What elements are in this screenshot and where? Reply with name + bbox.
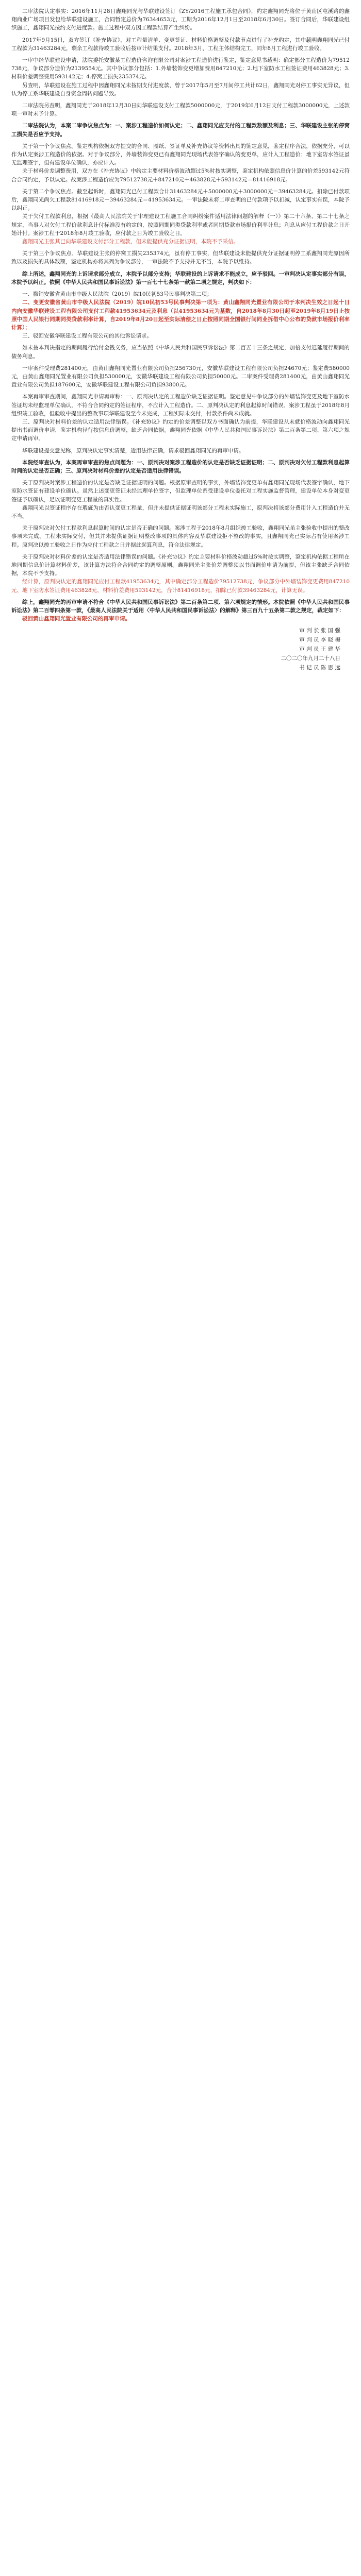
paragraph: 2017年9月15日，双方签订《补充协议》，对工程量清单、变更签证、材料价格调整及付款节点进行了补充约定，其中载明鑫翔同光已付工程款为31463284元，剩余工程款待竣工验收后按审计结果支付。2018年3月，工程主体结构完工，同年8月工程进行竣工验收。 [11,37,350,52]
paragraph: 三、驳回安徽华联建设工程有限公司的其他诉讼请求。 [22,333,152,340]
paragraph: 一审案件受理费281400元，由黄山鑫翔同光置业有限公司负担256730元，安徽华联建设工程有限公司负担24670元；鉴定费580000元，由黄山鑫翔同光置业有限公司负担530000元，安徽华联建设工程有限公司负担50000元。二审案件受理费281400元，由黄山鑫翔同光置业有限公司负担187600元，安徽华联建设工程有限公司负担93800元。 [11,365,350,388]
paragraph: 综上所述，鑫翔同光的上诉请求部分成立，本院予以部分支持；华联建设的上诉请求不能成立，应予驳回。一审判决认定事实部分有误，本院予以纠正。依照《中华人民共和国民事诉讼法》第一百七十七条第一款第二项之规定，判决如下： [11,270,350,285]
paragraph: 关于原判决对材料价差的认定是否适用法律错误的问题。《补充协议》约定主要材料价格波动超过5%时按实调整，鉴定机构依据工程所在地同期信息价计算材料价差，该计算方法符合合同约定的调整原则。鑫翔同光主张价差调整须以书面调价申请为前提，但该主张缺乏合同依据，本院不予支持。 [11,553,350,577]
signature-block [11,626,350,672]
paragraph: 如未按本判决指定的期间履行给付金钱义务，应当依照《中华人民共和国民事诉讼法》第二百五十三条之规定，加倍支付迟延履行期间的债务利息。 [11,345,350,360]
paragraph: 关于原判决对欠付工程款利息起算时间的认定是否正确的问题。案涉工程于2018年8月组织竣工验收，鑫翔同光虽主张验收中提出的整改事项未完成、工程未实际交付，但其并未提供证据证明整改事项的具体内容及华联建设拒不整改的事实，且鑫翔同光已实际占有使用案涉工程。原判决以竣工验收之日作为应付工程款之日并据此起算利息，符合法律规定。 [11,525,350,548]
paragraph: 关于欠付工程款利息，根据《最高人民法院关于审理建设工程施工合同纠纷案件适用法律问题的解释（一）》第二十六条、第二十七条之规定，当事人对欠付工程价款利息计付标准没有约定的，按照同期同类贷款利率或者同期贷款市场报价利率计息；利息从应付工程价款之日开始计付。案涉工程于2018年8月竣工验收，应付款之日为竣工验收之日。 [11,213,350,236]
paragraph: 二、变更安徽省黄山市中级人民法院（2019）皖10民初53号民事判决第一项为：黄山鑫翔同光置业有限公司于本判决生效之日起十日内向安徽华联建设工程有限公司支付工程款41953634元及利息（以41953634元为基数，自2018年8月30日起至2019年8月19日止按照中国人民银行同期同类贷款利率计算，自2019年8月20日起至实际清偿之日止按照同期全国银行间同业拆借中心公布的贷款市场报价利率计算）； [11,299,350,331]
paragraph: 本案再审审查期间，鑫翔同光申请再审称：一、原判决认定的工程造价缺乏证据证明。鉴定意见中争议部分的外墙装饰变更及地下室防水签证均未经监理单位确认，不符合合同约定的签证程序，不应计入工程造价。二、原判决认定的利息起算时间错误。案涉工程虽于2018年8月组织竣工验收，但验收中提出的整改事项华联建设至今未完成，工程实际未交付，付款条件尚未成就。 [11,394,350,417]
paragraph: 二审法院认定事实：2016年11月28日鑫翔同光与华联建设签订《ZY/2016工程施工承包合同》，约定鑫翔同光将位于黄山区屯溪路的鑫翔商业广场项目发包给华联建设施工，合同暂定总价为76344653元，工期为2016年12月1日至2018年6月30日。签订合同后，华联建设组织施工，鑫翔同光按约支付进度款。施工过程中双方因工程款结算产生纠纷。 [11,8,350,31]
paragraph: 本院经审查认为，本案再审审查的焦点问题为：一、原判决对案涉工程造价的认定是否缺乏证据证明；二、原判决对欠付工程款利息起算时间的认定是否正确；三、原判决对材料价差的认定是否适用法律错误。 [11,459,350,474]
paragraph: 关于材料价差调整费用，双方在《补充协议》中约定主要材料价格波动超过5%时按实调整，鉴定机构依照信息价计算的价差593142元符合合同约定，予以认定。故案涉工程造价应为79512738元＋847210元＋463828元＋593142元＝81416918元。 [11,168,350,183]
paragraph: 综上，鑫翔同光的再审申请不符合《中华人民共和国民事诉讼法》第二百条第二项、第六项规定的情形。本院依照《中华人民共和国民事诉讼法》第二百零四条第一款，《最高人民法院关于适用〈中华人民共和国民事诉讼法〉的解释》第三百九十五条第二款之规定，裁定如下： [11,599,350,614]
judgment-body [11,7,350,623]
paragraph: 关于第三个争议焦点。华联建设主张的停窝工损失235374元，虽有停工事实，但华联建设未能提供充分证据证明停工系鑫翔同光原因所致以及损失的具体数额，鉴定机构亦将其列为争议部分，一审法院不予支持并无不当，本院予以维持。 [11,250,350,265]
paragraph: 二审法院认为，本案二审争议焦点为：一、案涉工程造价如何认定；二、鑫翔同光应支付的工程款数额及利息；三、华联建设主张的停窝工损失是否应予支持。 [11,123,350,138]
paragraph: 关于第一个争议焦点。鉴定机构依据双方提交的合同、图纸、签证单及补充协议等资料出具的鉴定意见，鉴定程序合法，依据充分，可以作为认定案涉工程造价的依据。对于争议部分，外墙装饰变更已有鑫翔同光现场代表签字确认的变更单，应计入工程造价；地下室防水签证虽无监理签字，但有建设单位确认，亦应计入。 [11,143,350,166]
paragraph: 三、原判决对材料价差的认定适用法律错误。《补充协议》约定的价差调整以双方书面确认为前提，华联建设从未就价格波动向鑫翔同光提出书面调价申请，鉴定机构径行按信息价调整，缺乏合同依据。鑫翔同光依据《中华人民共和国民事诉讼法》第二百条第二项、第六项之规定申请再审。 [11,418,350,442]
paragraph: 关于原判决对案涉工程造价的认定是否缺乏证据证明的问题。根据原审查明的事实，外墙装饰变更单有鑫翔同光现场代表签字确认，地下室防水签证有建设单位确认。虽然上述变更签证未经监理单位签字，但监理单位系受建设单位委托对工程实施监督管理，建设单位本身对变更签证予以确认，足以证明变更工程量的真实性。 [11,480,350,503]
paragraph: 华联建设提交意见称，原判决认定事实清楚，适用法律正确，请求驳回鑫翔同光的再审申请。 [22,447,244,454]
paragraph: 经计算，原判决认定的鑫翔同光应付工程款41953634元，其中确定部分工程造价79512738元，争议部分中外墙装饰变更费用847210元、地下室防水签证费用463828元、材料价差费用593142元，合计81416918元，扣除已付款39463284元，计算无误。 [11,579,350,594]
paragraph: 驳回黄山鑫翔同光置业有限公司的再审申请。 [22,616,130,622]
paragraph: 一、撤销安徽省黄山市中级人民法院（2019）皖10民初53号民事判决第二项； [22,291,212,298]
court-clerk: 书 记 员 陈 思 远 [299,665,340,671]
judgment-date: 二〇二〇年九月二十八日 [281,655,340,662]
paragraph: 关于第二个争议焦点。截至起诉时，鑫翔同光已付工程款合计31463284元＋5000000元＋3000000元＝39463284元。扣除已付款项后，鑫翔同光尚欠工程款81416918元－39463284元＝41953634元。一审法院未将二审查明的已付款项予以扣减，认定事实有误，本院予以纠正。 [11,188,350,212]
paragraph: 鑫翔同光以签证程序存在瑕疵为由否认变更工程量，但并未提供证据证明该部分工程未实际施工，原判决将该部分费用计入工程造价并无不当。 [11,504,350,519]
presiding-judge: 审 判 长 张 国 强 [299,628,340,634]
judge-one: 审 判 员 李 晓 梅 [299,637,340,643]
paragraph: 另查明，华联建设在施工过程中因鑫翔同光未按期支付进度款，曾于2017年5月至7月间停工共计62日，鑫翔同光对停工事实无异议，但认为停工系华联建设自身资金周转问题导致。 [11,82,350,97]
paragraph: 鑫翔同光主张其已向华联建设支付部分工程款，但未能提供充分证据证明，本院不予采信。 [22,239,239,245]
paragraph: 一审中经华联建设申请，法院委托安徽某工程造价咨询有限公司对案涉工程造价进行鉴定，鉴定意见书载明：确定部分工程造价为79512738元，争议部分造价为2139554元。其中争议部分包括：1.外墙装饰变更增加费用847210元；2.地下室防水工程签证费用463828元；3.材料价差调整费用593142元；4.停窝工损失235374元。 [11,57,350,80]
judge-two: 审 判 员 王 建 华 [299,646,340,653]
paragraph: 二审法院另查明，鑫翔同光于2018年12月30日向华联建设支付工程款5000000元，于2019年6月12日支付工程款3000000元，上述款项一审时未予计算。 [11,103,350,117]
